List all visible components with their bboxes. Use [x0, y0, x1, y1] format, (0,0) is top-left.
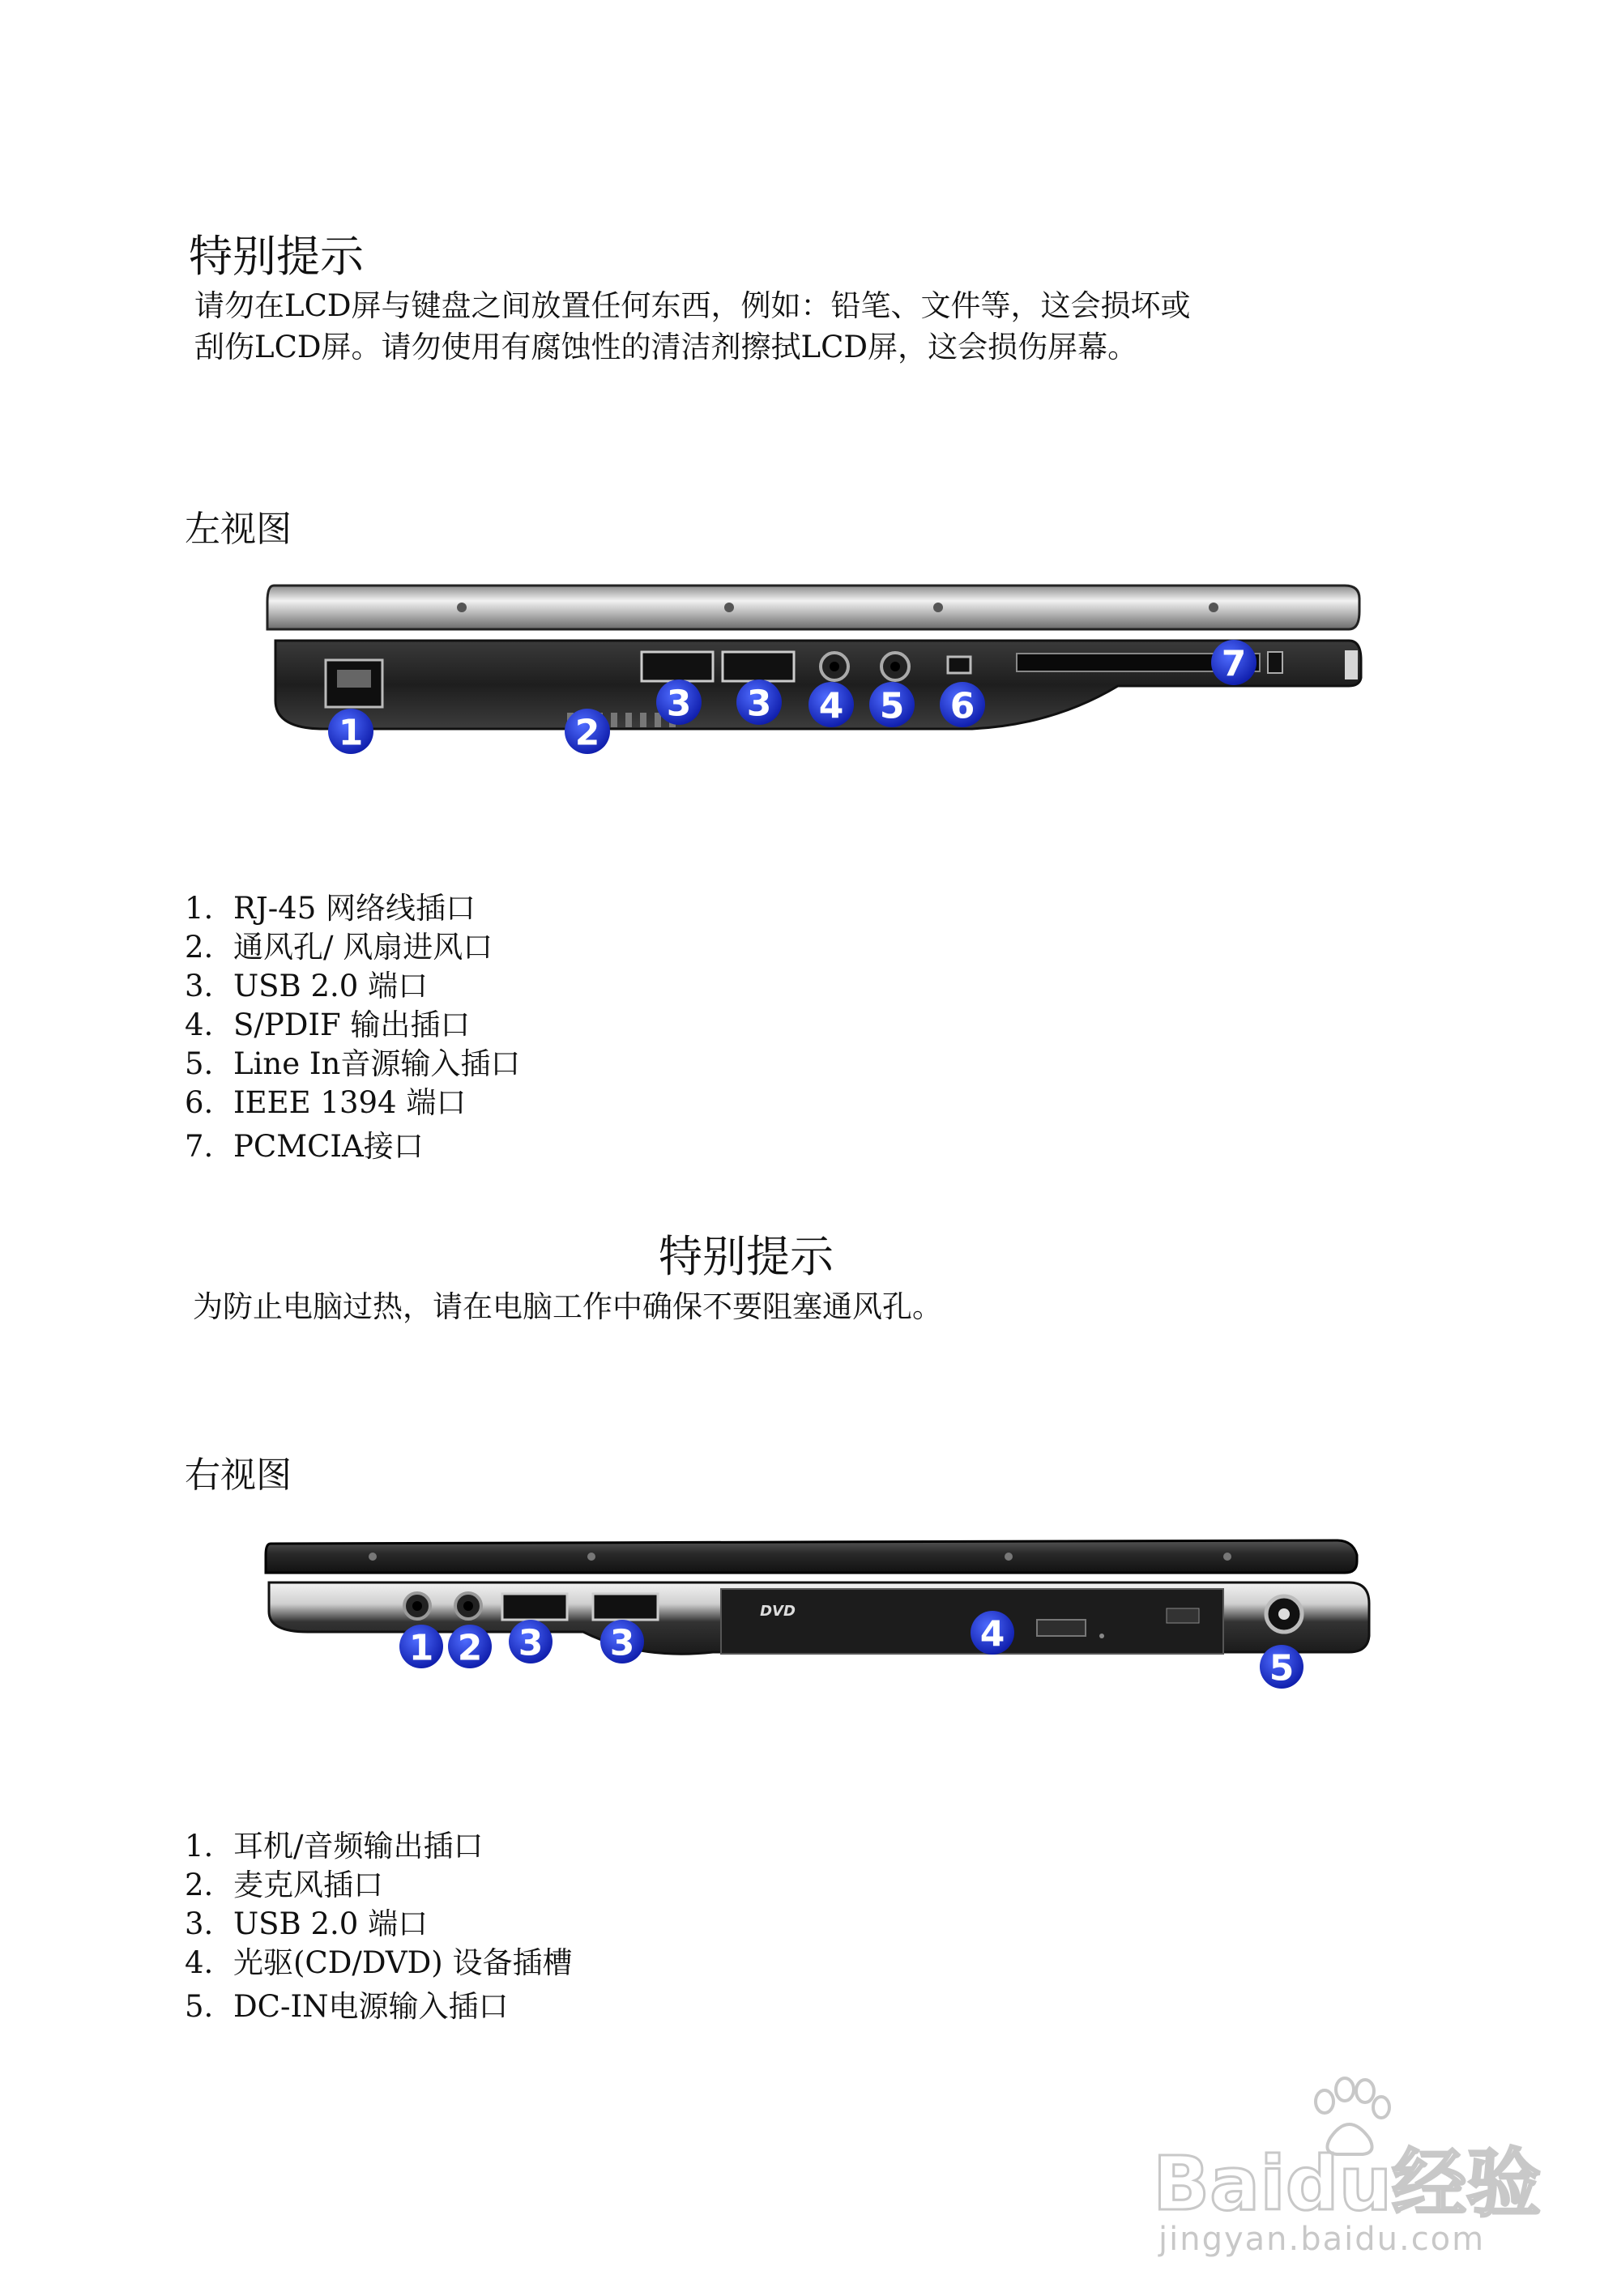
- badge-3b: [600, 1620, 644, 1664]
- badge-7: [1211, 640, 1256, 685]
- notice-title-1: 特别提示: [189, 231, 364, 282]
- list-item: [185, 1866, 572, 1905]
- badge-label-2: 2: [574, 712, 600, 754]
- list-item-text: Line In音源输入插口: [233, 1046, 521, 1081]
- list-item-text: 光驱(CD/DVD) 设备插槽: [233, 1945, 573, 1980]
- list-item-num: 3.: [185, 969, 214, 1003]
- badge-3a: [656, 679, 702, 725]
- right-view-list: [185, 1827, 572, 2026]
- badge-label-6: 6: [949, 685, 975, 727]
- notice-line-2: 刮伤LCD屏。请勿使用有腐蚀性的清洁剂擦拭LCD屏，这会损伤屏幕。: [194, 330, 1138, 364]
- badge-6: [940, 682, 985, 727]
- watermark-url: jingyan.baidu.com: [1158, 2221, 1486, 2258]
- badge-label-1: 1: [408, 1627, 434, 1669]
- list-item-num: 1.: [185, 891, 214, 926]
- list-item-text: USB 2.0 端口: [233, 969, 429, 1003]
- list-item-num: 5.: [185, 1989, 214, 2024]
- badge-4: [808, 682, 854, 727]
- right-view-laptop-image: [259, 1531, 1377, 1693]
- list-item: [185, 1006, 520, 1045]
- list-item-text: 麦克风插口: [233, 1868, 383, 1902]
- left-view-list: [185, 889, 520, 1166]
- list-item-num: 2.: [185, 930, 214, 965]
- badge-label-2: 2: [457, 1627, 483, 1669]
- badge-label-3a: 3: [518, 1622, 544, 1664]
- badge-label-5: 5: [1269, 1647, 1295, 1689]
- notice-line-1: 请勿在LCD屏与键盘之间放置任何东西，例如：铅笔、文件等，这会损坏或: [194, 288, 1191, 323]
- list-item: [185, 889, 520, 928]
- dvd-logo: DVD: [760, 1603, 796, 1620]
- badge-5: [1260, 1645, 1303, 1689]
- notice-title-2: 特别提示: [659, 1231, 834, 1282]
- list-item: [185, 1944, 572, 1983]
- list-item-num: 4.: [185, 1007, 214, 1042]
- badge-label-4: 4: [979, 1613, 1005, 1655]
- list-item: [185, 1045, 520, 1084]
- list-item-num: 5.: [185, 1046, 214, 1081]
- badge-label-5: 5: [879, 685, 905, 727]
- baidu-watermark: [1150, 2057, 1542, 2260]
- badge-label-4: 4: [818, 685, 844, 727]
- right-view-heading: 右视图: [185, 1455, 292, 1496]
- left-view-laptop-image: [259, 579, 1361, 765]
- list-item: [185, 928, 520, 967]
- badge-2: [448, 1625, 492, 1669]
- badge-label-1: 1: [338, 712, 364, 754]
- list-item-text: USB 2.0 端口: [233, 1906, 429, 1941]
- badge-1: [399, 1625, 443, 1669]
- list-item-text: 通风孔/ 风扇进风口: [233, 930, 493, 965]
- list-item: [185, 1987, 572, 2026]
- list-item: [185, 1827, 572, 1866]
- badge-label-3b: 3: [746, 683, 772, 725]
- list-item-text: S/PDIF 输出插口: [233, 1007, 471, 1042]
- list-item-num: 6.: [185, 1085, 214, 1120]
- list-item: [185, 967, 520, 1006]
- watermark-brand: Baidu经验: [1153, 2141, 1542, 2227]
- list-item-num: 7.: [185, 1129, 214, 1164]
- list-item-num: 4.: [185, 1945, 214, 1980]
- list-item-text: DC-IN电源输入插口: [233, 1989, 509, 2024]
- list-item: [185, 1905, 572, 1944]
- list-item-text: RJ-45 网络线插口: [233, 891, 476, 926]
- list-item-num: 1.: [185, 1829, 214, 1864]
- list-item: [185, 1127, 520, 1166]
- badge-1: [328, 709, 373, 754]
- badge-5: [869, 682, 915, 727]
- badge-label-7: 7: [1221, 643, 1247, 685]
- badge-label-3a: 3: [666, 683, 692, 725]
- list-item-text: 耳机/音频输出插口: [233, 1829, 484, 1864]
- left-view-heading: 左视图: [185, 509, 292, 550]
- badge-3a: [509, 1620, 553, 1664]
- list-item: [185, 1084, 520, 1122]
- badge-label-3b: 3: [609, 1622, 635, 1664]
- list-item-text: PCMCIA接口: [233, 1129, 424, 1164]
- list-item-num: 3.: [185, 1906, 214, 1941]
- badge-2: [565, 709, 610, 754]
- notice-line-3: 为防止电脑过热，请在电脑工作中确保不要阻塞通风孔。: [193, 1289, 942, 1324]
- list-item-text: IEEE 1394 端口: [233, 1085, 467, 1120]
- list-item-num: 2.: [185, 1868, 214, 1902]
- badge-3b: [736, 679, 782, 725]
